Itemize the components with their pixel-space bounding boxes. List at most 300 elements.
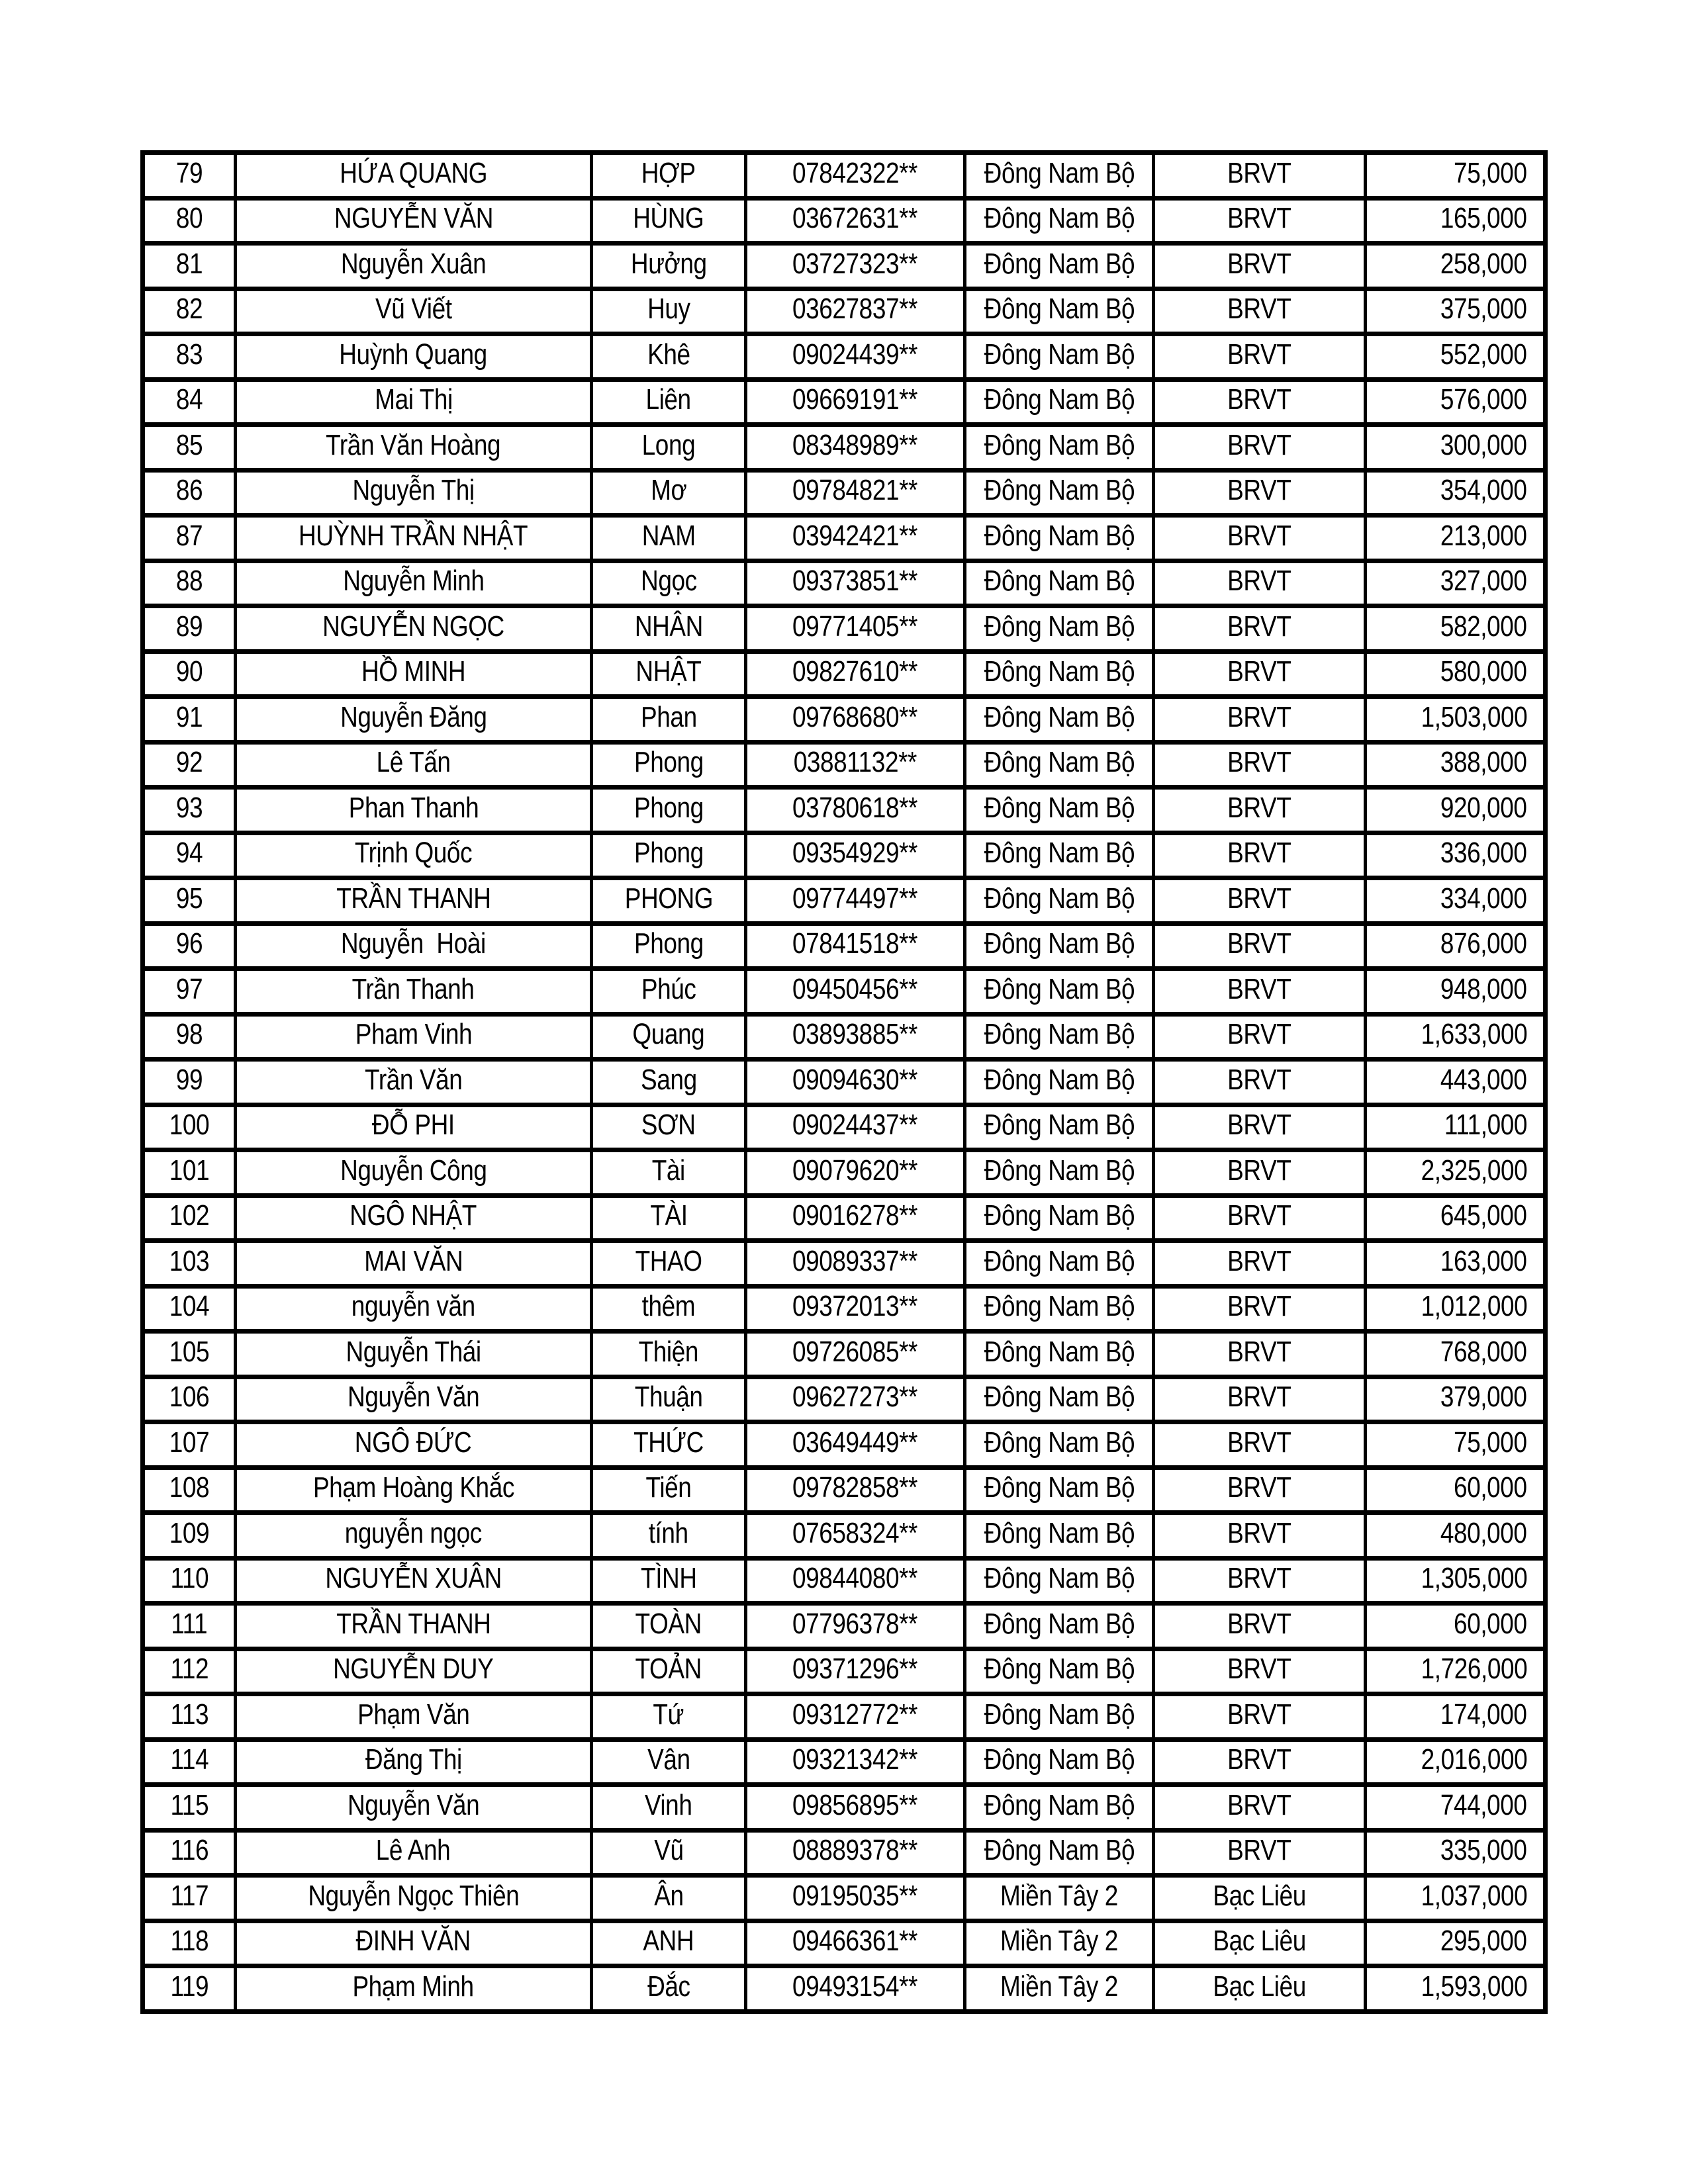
region-text: Miền Tây 2 bbox=[1000, 1879, 1118, 1912]
first-middle-name-cell bbox=[234, 926, 590, 967]
amount-text: 327,000 bbox=[1440, 565, 1527, 598]
province-cell bbox=[1152, 1833, 1364, 1874]
amount-cell bbox=[1364, 1696, 1543, 1737]
amount-cell bbox=[1364, 1470, 1543, 1511]
first-middle-name-text: HUỲNH TRẦN NHẬT bbox=[299, 519, 528, 552]
row-index-text: 106 bbox=[169, 1381, 210, 1414]
row-index-cell bbox=[145, 1515, 234, 1556]
given-name-text: tính bbox=[649, 1516, 688, 1549]
given-name-cell bbox=[590, 835, 744, 876]
first-middle-name-text: Trần Văn Hoàng bbox=[326, 428, 501, 461]
first-middle-name-text: Trần Thanh bbox=[352, 972, 475, 1005]
first-middle-name-text: ĐỖ PHI bbox=[372, 1109, 455, 1142]
amount-cell bbox=[1364, 790, 1543, 831]
province-cell bbox=[1152, 1289, 1364, 1330]
province-text: BRVT bbox=[1227, 927, 1291, 960]
given-name-cell bbox=[590, 1243, 744, 1284]
first-middle-name-cell bbox=[234, 1787, 590, 1828]
amount-text: 576,000 bbox=[1440, 383, 1527, 416]
region-cell bbox=[963, 790, 1152, 831]
row-index-cell bbox=[145, 155, 234, 196]
amount-text: 379,000 bbox=[1440, 1381, 1527, 1414]
table-row bbox=[145, 699, 1543, 745]
amount-text: 165,000 bbox=[1440, 202, 1527, 235]
row-index-text: 80 bbox=[175, 202, 203, 235]
region-cell bbox=[963, 971, 1152, 1012]
region-cell bbox=[963, 473, 1152, 514]
given-name-text: Vũ bbox=[653, 1834, 684, 1867]
row-index-text: 110 bbox=[170, 1562, 209, 1595]
row-index-cell bbox=[145, 790, 234, 831]
table-row bbox=[145, 1651, 1543, 1697]
amount-text: 443,000 bbox=[1440, 1063, 1527, 1096]
row-index-cell bbox=[145, 1289, 234, 1330]
phone-masked-text: 09450456** bbox=[792, 972, 918, 1005]
region-text: Đông Nam Bộ bbox=[984, 700, 1135, 733]
first-middle-name-cell bbox=[234, 1062, 590, 1103]
province-text: BRVT bbox=[1227, 202, 1291, 235]
province-cell bbox=[1152, 1062, 1364, 1103]
amount-text: 174,000 bbox=[1440, 1698, 1527, 1731]
region-cell bbox=[963, 427, 1152, 468]
given-name-cell bbox=[590, 880, 744, 921]
region-cell bbox=[963, 201, 1152, 242]
row-index-text: 96 bbox=[175, 927, 203, 960]
phone-masked-text: 09024439** bbox=[792, 338, 918, 371]
region-cell bbox=[963, 1243, 1152, 1284]
row-index-text: 115 bbox=[170, 1788, 209, 1821]
province-cell bbox=[1152, 291, 1364, 332]
phone-masked-cell bbox=[744, 1923, 963, 1964]
region-text: Đông Nam Bộ bbox=[984, 156, 1135, 189]
table-row bbox=[145, 1152, 1543, 1198]
first-middle-name-cell bbox=[234, 1379, 590, 1420]
given-name-cell bbox=[590, 1289, 744, 1330]
amount-text: 948,000 bbox=[1440, 972, 1527, 1005]
phone-masked-text: 09768680** bbox=[792, 700, 918, 733]
row-index-text: 86 bbox=[175, 474, 203, 507]
region-text: Đông Nam Bộ bbox=[984, 1154, 1135, 1187]
given-name-cell bbox=[590, 427, 744, 468]
province-cell bbox=[1152, 790, 1364, 831]
phone-masked-text: 09827610** bbox=[792, 655, 918, 688]
region-cell bbox=[963, 1923, 1152, 1964]
table-row bbox=[145, 563, 1543, 609]
amount-text: 2,016,000 bbox=[1421, 1743, 1527, 1776]
phone-masked-text: 03881132** bbox=[793, 746, 917, 779]
first-middle-name-cell bbox=[234, 880, 590, 921]
row-index-text: 94 bbox=[175, 837, 203, 870]
phone-masked-cell bbox=[744, 1062, 963, 1103]
row-index-text: 109 bbox=[169, 1516, 210, 1549]
row-index-text: 95 bbox=[175, 882, 203, 915]
phone-masked-text: 09373851** bbox=[792, 565, 918, 598]
province-text: Bạc Liêu bbox=[1213, 1879, 1306, 1912]
given-name-text: Long bbox=[641, 428, 696, 461]
phone-masked-cell bbox=[744, 1696, 963, 1737]
amount-text: 334,000 bbox=[1440, 882, 1527, 915]
row-index-text: 98 bbox=[175, 1018, 203, 1051]
amount-cell bbox=[1364, 518, 1543, 559]
given-name-text: TOẢN bbox=[635, 1653, 702, 1686]
region-text: Đông Nam Bộ bbox=[984, 655, 1135, 688]
first-middle-name-cell bbox=[234, 1606, 590, 1647]
region-text: Đông Nam Bộ bbox=[984, 1562, 1135, 1595]
row-index-text: 81 bbox=[175, 247, 203, 280]
given-name-text: Sang bbox=[640, 1063, 697, 1096]
amount-cell bbox=[1364, 201, 1543, 242]
given-name-cell bbox=[590, 1606, 744, 1647]
phone-masked-text: 09016278** bbox=[792, 1199, 918, 1232]
first-middle-name-cell bbox=[234, 427, 590, 468]
province-text: BRVT bbox=[1227, 1607, 1291, 1640]
given-name-text: Ngọc bbox=[640, 565, 697, 598]
first-middle-name-cell bbox=[234, 1742, 590, 1783]
amount-cell bbox=[1364, 699, 1543, 740]
first-middle-name-text: Phạm Văn bbox=[357, 1698, 470, 1731]
first-middle-name-cell bbox=[234, 1289, 590, 1330]
given-name-text: SƠN bbox=[641, 1109, 696, 1142]
row-index-cell bbox=[145, 1878, 234, 1919]
region-text: Đông Nam Bộ bbox=[984, 1698, 1135, 1731]
given-name-text: Phong bbox=[633, 927, 704, 960]
given-name-text: Tiến bbox=[645, 1471, 692, 1504]
phone-masked-cell bbox=[744, 1878, 963, 1919]
region-cell bbox=[963, 1152, 1152, 1193]
given-name-text: Vinh bbox=[645, 1788, 692, 1821]
province-text: BRVT bbox=[1227, 519, 1291, 552]
given-name-cell bbox=[590, 1651, 744, 1692]
first-middle-name-cell bbox=[234, 201, 590, 242]
phone-masked-cell bbox=[744, 1561, 963, 1602]
amount-cell bbox=[1364, 382, 1543, 423]
given-name-text: Tài bbox=[651, 1154, 686, 1187]
region-text: Đông Nam Bộ bbox=[984, 1834, 1135, 1867]
first-middle-name-cell bbox=[234, 1515, 590, 1556]
first-middle-name-text: NGUYỄN XUÂN bbox=[325, 1562, 502, 1595]
region-text: Đông Nam Bộ bbox=[984, 1199, 1135, 1232]
amount-cell bbox=[1364, 1651, 1543, 1692]
given-name-text: Phúc bbox=[641, 972, 696, 1005]
region-cell bbox=[963, 1606, 1152, 1647]
row-index-cell bbox=[145, 1379, 234, 1420]
table-row bbox=[145, 1606, 1543, 1651]
first-middle-name-text: Nguyễn Văn bbox=[347, 1788, 480, 1821]
first-middle-name-text: Nguyễn Hoài bbox=[341, 927, 486, 960]
row-index-cell bbox=[145, 1152, 234, 1193]
province-text: Bạc Liêu bbox=[1213, 1970, 1306, 2003]
given-name-text: Đắc bbox=[647, 1970, 690, 2003]
amount-cell bbox=[1364, 336, 1543, 377]
province-cell bbox=[1152, 1107, 1364, 1148]
table-row bbox=[145, 1289, 1543, 1334]
region-cell bbox=[963, 155, 1152, 196]
region-text: Đông Nam Bộ bbox=[984, 1653, 1135, 1686]
table-row bbox=[145, 1198, 1543, 1244]
amount-cell bbox=[1364, 291, 1543, 332]
phone-masked-text: 09312772** bbox=[792, 1698, 918, 1731]
table-row bbox=[145, 1923, 1543, 1969]
given-name-text: HÙNG bbox=[633, 202, 704, 235]
phone-masked-cell bbox=[744, 1651, 963, 1692]
region-cell bbox=[963, 518, 1152, 559]
row-index-cell bbox=[145, 563, 234, 604]
province-cell bbox=[1152, 1017, 1364, 1058]
first-middle-name-text: Đăng Thị bbox=[365, 1743, 462, 1776]
amount-text: 480,000 bbox=[1440, 1516, 1527, 1549]
phone-masked-text: 09782858** bbox=[792, 1471, 918, 1504]
first-middle-name-text: Nguyễn Văn bbox=[347, 1381, 480, 1414]
table-row bbox=[145, 1833, 1543, 1878]
phone-masked-cell bbox=[744, 427, 963, 468]
table-row bbox=[145, 1334, 1543, 1379]
given-name-cell bbox=[590, 1561, 744, 1602]
region-text: Đông Nam Bộ bbox=[984, 837, 1135, 870]
amount-text: 300,000 bbox=[1440, 428, 1527, 461]
province-cell bbox=[1152, 1379, 1364, 1420]
first-middle-name-text: NGUYỄN NGỌC bbox=[322, 610, 504, 643]
province-cell bbox=[1152, 608, 1364, 649]
row-index-text: 99 bbox=[175, 1063, 203, 1096]
province-cell bbox=[1152, 1424, 1364, 1465]
amount-text: 336,000 bbox=[1440, 837, 1527, 870]
province-cell bbox=[1152, 1923, 1364, 1964]
phone-masked-text: 09195035** bbox=[792, 1879, 918, 1912]
province-text: BRVT bbox=[1227, 428, 1291, 461]
region-text: Đông Nam Bộ bbox=[984, 1426, 1135, 1459]
row-index-cell bbox=[145, 427, 234, 468]
region-text: Đông Nam Bộ bbox=[984, 1335, 1135, 1368]
table-row bbox=[145, 473, 1543, 518]
phone-masked-cell bbox=[744, 155, 963, 196]
province-cell bbox=[1152, 1152, 1364, 1193]
first-middle-name-text: TRẦN THANH bbox=[336, 1607, 491, 1640]
region-cell bbox=[963, 336, 1152, 377]
phone-masked-text: 07658324** bbox=[792, 1516, 918, 1549]
amount-text: 111,000 bbox=[1444, 1109, 1527, 1142]
row-index-text: 104 bbox=[169, 1290, 210, 1323]
province-cell bbox=[1152, 563, 1364, 604]
region-cell bbox=[963, 1561, 1152, 1602]
phone-masked-text: 09784821** bbox=[792, 474, 918, 507]
amount-text: 60,000 bbox=[1454, 1471, 1527, 1504]
given-name-cell bbox=[590, 246, 744, 287]
table-row bbox=[145, 1062, 1543, 1107]
phone-masked-text: 09774497** bbox=[792, 882, 918, 915]
given-name-text: TOÀN bbox=[635, 1607, 702, 1640]
province-text: BRVT bbox=[1227, 1154, 1291, 1187]
region-cell bbox=[963, 1742, 1152, 1783]
phone-masked-text: 09844080** bbox=[792, 1562, 918, 1595]
given-name-cell bbox=[590, 1833, 744, 1874]
row-index-text: 108 bbox=[169, 1471, 210, 1504]
amount-cell bbox=[1364, 246, 1543, 287]
amount-text: 258,000 bbox=[1440, 247, 1527, 280]
amount-text: 645,000 bbox=[1440, 1199, 1527, 1232]
phone-masked-cell bbox=[744, 1833, 963, 1874]
first-middle-name-cell bbox=[234, 1923, 590, 1964]
row-index-text: 87 bbox=[175, 519, 203, 552]
region-cell bbox=[963, 1289, 1152, 1330]
region-cell bbox=[963, 1379, 1152, 1420]
row-index-text: 84 bbox=[175, 383, 203, 416]
amount-text: 1,726,000 bbox=[1421, 1653, 1527, 1686]
region-text: Đông Nam Bộ bbox=[984, 565, 1135, 598]
row-index-text: 79 bbox=[175, 156, 203, 189]
phone-masked-cell bbox=[744, 790, 963, 831]
row-index-text: 114 bbox=[170, 1743, 209, 1776]
region-text: Đông Nam Bộ bbox=[984, 474, 1135, 507]
province-text: BRVT bbox=[1227, 746, 1291, 779]
given-name-text: HỢP bbox=[641, 156, 696, 189]
region-text: Miền Tây 2 bbox=[1000, 1970, 1118, 2003]
phone-masked-cell bbox=[744, 1742, 963, 1783]
amount-text: 75,000 bbox=[1454, 1426, 1527, 1459]
given-name-cell bbox=[590, 1515, 744, 1556]
region-text: Đông Nam Bộ bbox=[984, 428, 1135, 461]
phone-masked-cell bbox=[744, 336, 963, 377]
row-index-cell bbox=[145, 1062, 234, 1103]
first-middle-name-text: NGUYỄN DUY bbox=[333, 1653, 494, 1686]
amount-text: 375,000 bbox=[1440, 293, 1527, 326]
given-name-cell bbox=[590, 926, 744, 967]
phone-masked-text: 09079620** bbox=[792, 1154, 918, 1187]
given-name-text: Thiện bbox=[638, 1335, 699, 1368]
phone-masked-cell bbox=[744, 835, 963, 876]
phone-masked-cell bbox=[744, 926, 963, 967]
row-index-cell bbox=[145, 1017, 234, 1058]
row-index-cell bbox=[145, 1923, 234, 1964]
region-text: Đông Nam Bộ bbox=[984, 1471, 1135, 1504]
phone-masked-cell bbox=[744, 1334, 963, 1375]
province-text: BRVT bbox=[1227, 247, 1291, 280]
region-cell bbox=[963, 1470, 1152, 1511]
region-text: Đông Nam Bộ bbox=[984, 1290, 1135, 1323]
amount-cell bbox=[1364, 1017, 1543, 1058]
first-middle-name-text: Nguyễn Xuân bbox=[340, 247, 487, 280]
given-name-text: Phong bbox=[633, 837, 704, 870]
first-middle-name-text: Phạm Minh bbox=[352, 1970, 475, 2003]
amount-text: 876,000 bbox=[1440, 927, 1527, 960]
province-text: BRVT bbox=[1227, 1788, 1291, 1821]
row-index-text: 101 bbox=[169, 1154, 210, 1187]
row-index-cell bbox=[145, 699, 234, 740]
row-index-text: 113 bbox=[170, 1698, 209, 1731]
region-text: Đông Nam Bộ bbox=[984, 791, 1135, 824]
phone-masked-text: 09726085** bbox=[792, 1335, 918, 1368]
first-middle-name-text: TRẦN THANH bbox=[336, 882, 491, 915]
region-cell bbox=[963, 1198, 1152, 1239]
province-cell bbox=[1152, 699, 1364, 740]
given-name-cell bbox=[590, 1696, 744, 1737]
row-index-cell bbox=[145, 1243, 234, 1284]
given-name-text: THỨC bbox=[633, 1426, 704, 1459]
given-name-cell bbox=[590, 1017, 744, 1058]
row-index-cell bbox=[145, 1606, 234, 1647]
table-row bbox=[145, 1470, 1543, 1516]
first-middle-name-cell bbox=[234, 1243, 590, 1284]
first-middle-name-text: ĐINH VĂN bbox=[355, 1925, 471, 1958]
given-name-text: thêm bbox=[641, 1290, 696, 1323]
row-index-cell bbox=[145, 1742, 234, 1783]
given-name-text: THAO bbox=[635, 1244, 702, 1277]
phone-masked-cell bbox=[744, 699, 963, 740]
given-name-cell bbox=[590, 1968, 744, 2009]
row-index-cell bbox=[145, 246, 234, 287]
first-middle-name-text: NGUYỄN VĂN bbox=[334, 202, 493, 235]
amount-cell bbox=[1364, 1606, 1543, 1647]
amount-cell bbox=[1364, 1289, 1543, 1330]
first-middle-name-cell bbox=[234, 1968, 590, 2009]
phone-masked-text: 09669191** bbox=[792, 383, 918, 416]
phone-masked-text: 03727323** bbox=[792, 247, 918, 280]
phone-masked-cell bbox=[744, 745, 963, 786]
province-cell bbox=[1152, 518, 1364, 559]
region-text: Đông Nam Bộ bbox=[984, 1063, 1135, 1096]
table-row bbox=[145, 654, 1543, 700]
region-cell bbox=[963, 1968, 1152, 2009]
province-cell bbox=[1152, 835, 1364, 876]
first-middle-name-text: Lê Anh bbox=[376, 1834, 451, 1867]
given-name-text: NHÂN bbox=[634, 610, 703, 643]
table-row bbox=[145, 745, 1543, 790]
province-cell bbox=[1152, 1742, 1364, 1783]
amount-cell bbox=[1364, 1787, 1543, 1828]
given-name-text: Phong bbox=[633, 791, 704, 824]
first-middle-name-cell bbox=[234, 654, 590, 695]
region-text: Đông Nam Bộ bbox=[984, 1743, 1135, 1776]
row-index-text: 102 bbox=[169, 1199, 210, 1232]
table-row bbox=[145, 971, 1543, 1017]
row-index-text: 90 bbox=[175, 655, 203, 688]
row-index-text: 82 bbox=[175, 293, 203, 326]
phone-masked-cell bbox=[744, 1243, 963, 1284]
region-text: Đông Nam Bộ bbox=[984, 972, 1135, 1005]
region-cell bbox=[963, 608, 1152, 649]
phone-masked-text: 07841518** bbox=[792, 927, 918, 960]
given-name-cell bbox=[590, 608, 744, 649]
given-name-text: TÌNH bbox=[640, 1562, 697, 1595]
region-cell bbox=[963, 926, 1152, 967]
amount-cell bbox=[1364, 1878, 1543, 1919]
first-middle-name-text: Mai Thị bbox=[374, 383, 453, 416]
phone-masked-cell bbox=[744, 608, 963, 649]
region-cell bbox=[963, 1833, 1152, 1874]
given-name-text: Mơ bbox=[650, 474, 687, 507]
first-middle-name-cell bbox=[234, 1696, 590, 1737]
row-index-text: 107 bbox=[169, 1426, 210, 1459]
table-row bbox=[145, 427, 1543, 473]
province-text: BRVT bbox=[1227, 156, 1291, 189]
phone-masked-cell bbox=[744, 201, 963, 242]
given-name-cell bbox=[590, 1424, 744, 1465]
region-cell bbox=[963, 1107, 1152, 1148]
region-text: Đông Nam Bộ bbox=[984, 1381, 1135, 1414]
province-text: BRVT bbox=[1227, 972, 1291, 1005]
amount-cell bbox=[1364, 926, 1543, 967]
amount-cell bbox=[1364, 1742, 1543, 1783]
first-middle-name-cell bbox=[234, 336, 590, 377]
given-name-cell bbox=[590, 518, 744, 559]
region-cell bbox=[963, 382, 1152, 423]
region-text: Đông Nam Bộ bbox=[984, 1788, 1135, 1821]
phone-masked-cell bbox=[744, 1289, 963, 1330]
amount-text: 1,633,000 bbox=[1421, 1018, 1527, 1051]
given-name-cell bbox=[590, 971, 744, 1012]
amount-cell bbox=[1364, 1198, 1543, 1239]
amount-text: 1,305,000 bbox=[1421, 1562, 1527, 1595]
table-row bbox=[145, 201, 1543, 246]
